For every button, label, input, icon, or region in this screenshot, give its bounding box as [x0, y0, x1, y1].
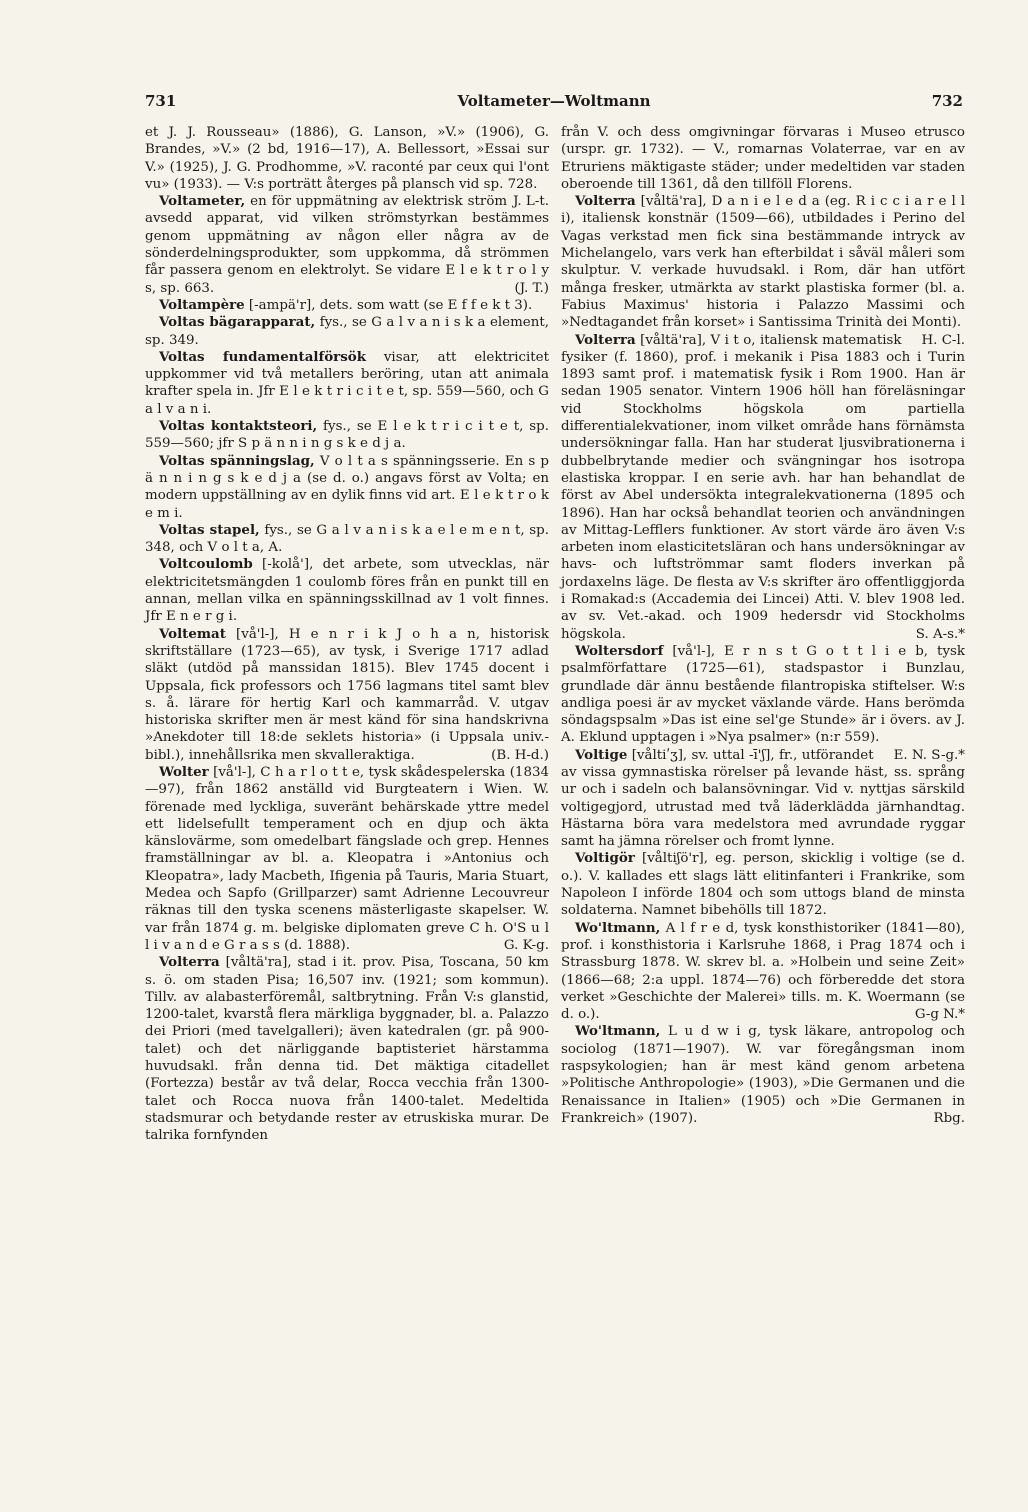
headword: Voltcoulomb [159, 556, 253, 573]
article-entry [561, 124, 965, 193]
author-signature: G. K-g. [503, 937, 549, 953]
headword: Wo'ltmann, [575, 919, 661, 936]
article-text: [våltä'ra], stad i it. prov. Pisa, Toscana, 50 km s. ö. om staden Pisa; 16,507 inv. (1921; som kommun). Tillv. av alabasterföremål, saltbrytning. Från V:s glanstid, 1200-talet, kvarstå flera märkliga byggnader, bl. a. Palazzo dei Priori (med tavelgalleri); även katedralen (gr. på 900-talet) och det närliggande baptisteriet härstamma huvudsakl. från denna tid. Det mäktiga citadellet (Fortezza) består av två delar, Rocca vecchia från 1300-talet och Rocca nuova från 1400-talet. Medeltida stadsmurar och betydande rester av etruskiska murar. De talrika fornfynden [145, 955, 549, 1144]
headword: Volterra [575, 331, 636, 348]
left-column [145, 124, 549, 1424]
article-text: [vå'l-], C h a r l o t t e, tysk skådespelerska (1834—97), från 1862 anställd vid Burgteatern i Wien. W. förenade med lyckliga, suveränt behärskade yttre medel ett lidelsefullt temperament och en djup och äkta känslovärme, som omedelbart fängslade och grep. Hennes framställningar av bl. a. Kleopatra i »Antonius och Kleopatra», lady Macbeth, Ifigenia på Tauris, Maria Stuart, Medea och Sapfo (Grillparzer) samt Adrienne Lecouvreur räknas till den tyska scenens mästerligaste skapelser. W. var från 1874 g. m. belgiske diplomaten greve C h. O'S u l l i v a n d e G r a s s (d. 1888). [145, 764, 549, 953]
article-text: från V. och dess omgivningar förvaras i Museo etrusco (urspr. gr. 1732). — V., romarnas Volaterrae, var en av Etruriens mäktigaste städer; under medeltiden var staden oberoende till 1361, då den tillföll Florens. [561, 125, 965, 192]
article-entry [145, 297, 549, 314]
headword: Voltas kontaktsteori, [159, 418, 318, 435]
article-entry [145, 954, 549, 1144]
author-signature: (J. T.) [514, 280, 549, 296]
headword: Voltampère [159, 296, 245, 313]
article-entry [561, 850, 965, 919]
article-text: visar, att elektricitet uppkommer vid två metallers beröring, utan att animala krafter spela in. Jfr E l e k t r i c i t e t, sp. 559—560, och G a l v a n i. [145, 349, 549, 417]
headword: Voltigör [575, 850, 635, 867]
article-entry [145, 418, 549, 453]
author-signature: S. A-s.* [915, 626, 965, 642]
article-entry [145, 314, 549, 349]
headword: Voltemat [159, 625, 226, 642]
article-entry [145, 349, 549, 418]
article-text: fys., se G a l v a n i s k a e l e m e n t, sp. 348, och V o l t a, A. [145, 522, 550, 556]
headword: Voltameter, [159, 193, 246, 210]
article-text: [vå'l-], E r n s t G o t t l i e b, tysk psalmförfattare (1725—61), stadspastor i Bunzlau, grundlade där ännu bestående filantropiska stiftelser. W:s andliga poesi är av mycket växlande värde. Hans berömda söndagspsalm »Das ist eine sel'ge Stunde» är i övers. av J. A. Eklund upptagen i »Nya psalmer» (n:r 559). [561, 643, 965, 746]
article-text: [vå'l-], H e n r i k J o h a n, historisk skriftställare (1723—65), av tysk, i Sverige 1717 adlad släkt (utdöd på manssidan 1815). Blev 1745 docent i Uppsala, fick professors och 1756 lagmans titel samt blev s. å. lärare för hertig Karl och kammarråd. V. utgav historiska skrifter men är mest känd för sina handskrivna »Anekdoter till 18:de seklets historia» (i Uppsala univ.-bibl.), innehållsrika men skvalleraktiga. [145, 626, 549, 763]
article-entry [561, 193, 965, 348]
headword: Volterra [575, 193, 636, 210]
headword: Wolter [159, 763, 209, 780]
article-text: [våltiʹʒ], sv. uttal -ī'ʃ], fr., utförandet av vissa gymnastiska rörelser på levande häst, ss. språng ur och i sadeln och balansövningar. Vid v. nyttjas särskild voltigegjord, utrustad med två läderklädda järnhandtag. Hästarna böra vara medelstora med avrundade ryggar samt ha jämna rörelser och fromt lynne. [561, 747, 965, 850]
running-head: Voltameter—Woltmann [457, 92, 651, 110]
author-signature: (B. H-d.) [491, 747, 549, 763]
article-text: et J. J. Rousseau» (1886), G. Lanson, »V.» (1906), G. Brandes, »V.» (2 bd, 1916—17), A. Bellessort, »Essai sur V.» (1925), J. G. Prodhomme, »V. raconté par ceux qui l'ont vu» (1933). — V:s porträtt återges på plansch vid sp. 728. [145, 125, 549, 192]
article-text: [våltä'ra], V i t o, italiensk matematisk fysiker (f. 1860), prof. i mekanik i Pisa 1883 och i Turin 1893 samt prof. i matematisk fysik i Rom 1900. Han är sedan 1905 senator. Vintern 1906 höll han föreläsningar vid Stockholms högskola om partiella differentialekvationer, inom vilket område hans förnämsta undersökningar falla. Han har studerat ljusvibrationerna i dubbelbrytande medier och svängningar hos isotropa elastiska kroppar. I en serie avh. har han behandlat de först av Abel undersökta integralekvationerna (1895 och 1896). Han har också behandlat teorien och användningen av Mittag-Lefflers funktioner. Av stort värde äro även V:s arbeten inom elasticitetsläran och hans undersökningar av havs- och luftströmmar samt floders inverkan på jordaxelns läge. De flesta av V:s skrifter äro offentliggjorda i Romakad:s (Accademia dei Lincei) Atti. V. blev 1908 led. av sv. Vet.-akad. och 1909 hedersdr vid Stockholms högskola. [561, 332, 965, 642]
article-text: fys., se G a l v a n i s k a element, sp. 349. [145, 315, 549, 348]
headword: Voltas bägarapparat, [159, 314, 316, 331]
right-column [561, 124, 965, 1424]
headword: Woltersdorf [575, 642, 664, 659]
article-entry [145, 522, 549, 557]
page-number-left: 731 [145, 92, 177, 110]
article-entry [145, 626, 549, 764]
article-text: en för uppmätning av elektrisk ström avsedd apparat, vid vilken strömstyrkan bestämmes genom uppmätning av någon eller några av de sönderdelningsprodukter, som uppkomma, då strömmen får passera genom en elektrolyt. Se vidare E l e k t r o l y s, sp. 663. [145, 194, 549, 296]
article-entry [145, 556, 549, 625]
headword: Voltige [575, 746, 628, 763]
author-signature: Rbg. [933, 1110, 965, 1126]
article-entry [145, 764, 549, 954]
article-text: fys., se E l e k t r i c i t e t, sp. 559—560; jfr S p ä n n i n g s k e d j a. [145, 419, 549, 452]
headword: Voltas fundamentalförsök [159, 348, 366, 365]
author-signature: J. L-t. [513, 194, 549, 210]
page-header [145, 92, 963, 116]
article-text: [-kolå'], det arbete, som utvecklas, när elektricitetsmängden 1 coulomb föres från en punkt till en annan, mellan vilka en spänningsskillnad av 1 volt finnes. Jfr E n e r g i. [145, 557, 549, 625]
article-entry [561, 332, 965, 643]
article-entry [145, 193, 549, 297]
author-signature: G-g N.* [914, 1007, 965, 1023]
article-text: [våltiʃö'r], eg. person, skicklig i voltige (se d. o.). V. kallades ett slags lätt elitinfanteri i Frankrike, som Napoleon I införde 1804 och som uttogs bland de minsta soldaterna. Namnet bibehölls till 1872. [561, 851, 965, 919]
article-text: [våltä'ra], D a n i e l e d a (eg. R i c c i a r e l l i), italiensk konstnär (1509—66), utbildades i Perino del Vagas verkstad men fick sina bestämmande intryck av Michelangelo, vars verk han efterbildat i såväl måleri som skulptur. V. verkade huvudsakl. i Rom, där han utfört många fresker, utmärkta av starkt plastiska former (bl. a. Fabius Maximus' historia i Palazzo Massimi och »Nedtagandet från korset» i Santissima Trinità dei Monti). [561, 194, 965, 331]
article-entry [561, 1023, 965, 1127]
author-signature: E. N. S-g.* [893, 747, 965, 763]
article-text: [-ampä'r], dets. som watt (se E f f e k t 3). [244, 297, 533, 313]
article-entry [561, 920, 965, 1024]
article-text: A l f r e d, tysk konsthistoriker (1841—80), prof. i konsthistoria i Karlsruhe 1868, i Prag 1874 och i Strassburg 1878. W. skrev bl. a. »Holbein und seine Zeit» (1866—68; 2:a uppl. 1874—76) och förberedde det stora verket »Geschichte der Malerei» tills. m. K. Woermann (se d. o.). [561, 920, 965, 1023]
headword: Volterra [159, 954, 220, 971]
article-text: L u d w i g, tysk läkare, antropolog och sociolog (1871—1907). W. var föregångsman inom raspsykologien; han är mest känd genom arbetena »Politische Anthropologie» (1903), »Die Germanen und die Renaissance in Italien» (1905) och »Die Germanen in Frankreich» (1907). [561, 1024, 965, 1126]
author-signature: H. C-l. [921, 332, 965, 348]
article-entry [145, 453, 549, 522]
headword: Wo'ltmann, [575, 1023, 661, 1040]
article-text: V o l t a s spänningsserie. En s p ä n n i n g s k e d j a (se d. o.) angavs först av Volta; en modern uppställning av en dylik finns vid art. E l e k t r o k e m i. [145, 453, 549, 521]
headword: Voltas spänningslag, [159, 452, 315, 469]
page-number-right: 732 [931, 92, 963, 110]
headword: Voltas stapel, [159, 521, 260, 538]
